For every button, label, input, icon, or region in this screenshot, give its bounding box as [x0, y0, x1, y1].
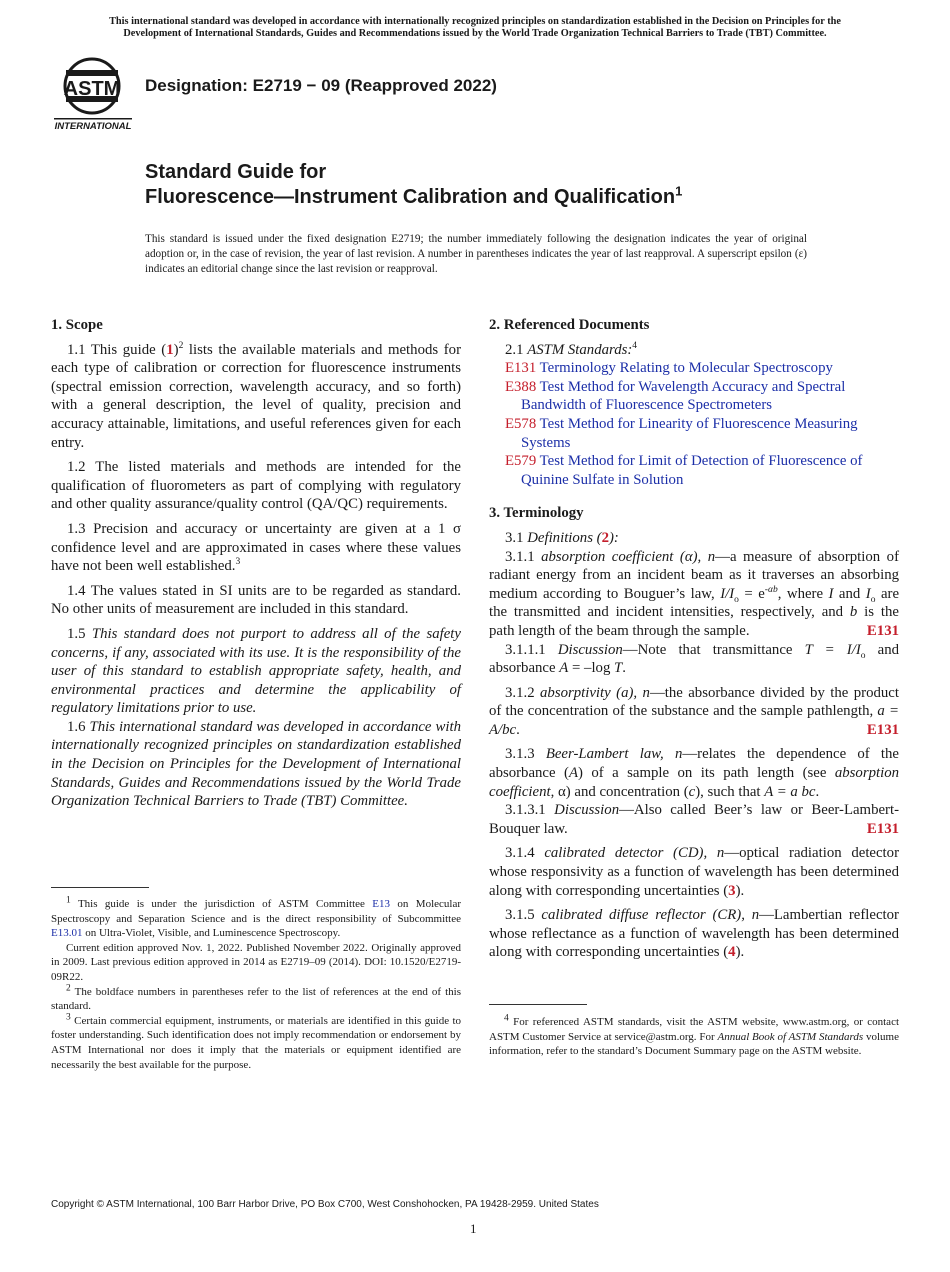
footnote-4: $^4$ For referenced ASTM standards, visit the ASTM website, www.astm.org, or contact ASTM Customer Service at service@astm.org. For Annual Book of ASTM Standards volume information, refer to the standard’s Document Summary page on the ASTM website.	[489, 1013, 900, 1058]
section-1-heading: 1. Scope	[51, 317, 103, 333]
issued-note: This standard is issued under the fixed designation E2719; the number immediately following the designation indicates the year of original adoption or, in the case of revision, the year of last revision. A number in parentheses indicates the year of last reapproval. A superscript epsilon (ε) indicates an editorial change since the last revision or reapproval.	[145, 233, 807, 276]
para-1-6: 1.6 This international standard was developed in accordance with internationally recognized principles on standardization established in the Decision on Principles for the Development of International Standards, Guides and Recommendations issued by the World Trade Organization Technical Barriers to Trade (TBT) Committee.	[51, 718, 461, 810]
para-1-5: 1.5 This standard does not purport to address all of the safety concerns, if any, associated with its use. It is the responsibility of the user of this standard to establish appropriate safety, health, and environmental practices and determine the applicability of regulatory limitations prior to use.	[51, 625, 461, 717]
left-footnotes	[51, 887, 461, 1072]
term-3-1-2: 3.1.2 absorptivity (a), n—the absorbance divided by the product of the concentration of the substance and the sample pathlength, a = A/bc. E131	[489, 684, 899, 738]
term-3-1-3-1: 3.1.3.1 Discussion—Also called Beer’s law or Beer-Lambert-Bouquer law. E131	[489, 802, 900, 837]
link-e13[interactable]: E13	[372, 898, 391, 910]
page-number: 1	[470, 1221, 477, 1236]
source-tag-e131[interactable]: E131	[866, 721, 899, 738]
source-tag-e131[interactable]: E131	[866, 622, 899, 639]
astm-logo-icon	[52, 56, 136, 134]
referenced-list	[489, 359, 899, 489]
term-3-1-4: 3.1.4 calibrated detector (CD), n—optical radiation detector whose responsivity as a function of wavelength has been determined along with corresponding uncertainties (3).	[489, 845, 899, 899]
ref-item-e131[interactable]: E131 Terminology Relating to Molecular Spectroscopy	[505, 360, 833, 377]
footnote-mark-3[interactable]: 3	[235, 557, 241, 568]
section-3-heading: 3. Terminology	[489, 505, 584, 522]
right-footnotes	[489, 1004, 899, 1059]
para-1-2: 1.2 The listed materials and methods are intended for the qualification of fluorometers as part of complying with regulatory and other quality assurance/quality control (QA/QC) requirements.	[51, 459, 461, 513]
footnote-mark-2[interactable]: 2	[178, 340, 184, 351]
link-e13-01[interactable]: E13.01	[51, 927, 83, 940]
astm-standards-label: 2.1 ASTM Standards:$^4$	[505, 340, 638, 358]
svg-text:ASTM: ASTM	[63, 78, 121, 100]
footnote-2: $^2$ The boldface numbers in parentheses refer to the list of references at the end of this standard.	[51, 982, 461, 1013]
top-banner	[40, 16, 910, 40]
left-column	[51, 316, 461, 817]
page-title	[145, 160, 682, 210]
term-3-1-3: 3.1.3 Beer-Lambert law, n—relates the dependence of the absorbance (A) of a sample on its path length (see absorption coefficient, α) and concentration (c), such that A = a bc.	[489, 746, 899, 800]
term-3-1-1-1: 3.1.1.1 Discussion—Note that transmittance $T = I/I_o$ and absorbance A = –log T.	[489, 641, 899, 677]
ref-item-e578[interactable]: E578 Test Method for Linearity of Fluorescence Measuring Systems	[505, 415, 858, 451]
astm-logo	[52, 56, 136, 134]
logo-text: INTERNATIONAL	[54, 121, 132, 132]
footnote-divider	[489, 1004, 587, 1005]
para-1-1: 1.1 This guide $(1)^2$ lists the available materials and methods for each type of calibration or correction for fluorescence instruments (spectral emission correction, wavelength accuracy, and so forth) with a general description, the level of quality, precision and accuracy attainable, limitations, and useful references given for each entry.	[51, 340, 462, 451]
footnote-3: $^3$ Certain commercial equipment, instruments, or materials are identified in this guide to foster understanding. Such identification does not imply recommendation or endorsement by ASTM International nor does it imply that the materials or equipment identified are necessarily the best available for the purpose.	[51, 1012, 462, 1071]
title-line-2: Fluorescence—Instrument Calibration and Qualification$^1$	[145, 183, 683, 208]
ref-link-1[interactable]: 1	[166, 341, 174, 358]
term-3-1-5: 3.1.5 calibrated diffuse reflector (CR), n—Lambertian reflector whose reflectance as a function of wavelength has been determined along with corresponding uncertainties (4).	[489, 907, 899, 961]
definitions-label: 3.1 Definitions (2):	[505, 529, 619, 546]
footnote-1: $^1$ This guide is under the jurisdiction of ASTM Committee E13 on Molecular Spectroscopy and Separation Science and is the direct responsibility of Subcommittee E13.01 on Ultra-Violet, Visible, and Luminescence Spectroscopy.	[51, 895, 461, 940]
ref-link-2[interactable]: 2	[601, 529, 609, 546]
para-1-3: 1.3 Precision and accuracy or uncertainty are given at a 1 σ confidence level and are approximated in cases where these values have not been well established.$^3$	[51, 520, 461, 575]
ref-link-3[interactable]: 3	[728, 882, 736, 899]
footnote-1-edition: Current edition approved Nov. 1, 2022. Published November 2022. Originally approved in 2009. Last previous edition approved in 2014 as E2719–09 (2014). DOI: 10.1520/E2719-09R22.	[51, 941, 461, 983]
ref-item-e388[interactable]: E388 Test Method for Wavelength Accuracy and Spectral Bandwidth of Fluorescence Spectrometers	[505, 378, 846, 414]
ref-link-4[interactable]: 4	[728, 944, 736, 961]
copyright-footer: Copyright © ASTM International, 100 Barr Harbor Drive, PO Box C700, West Conshohocken, PA 19428-2959. United States	[51, 1199, 599, 1210]
banner-line-2: Development of International Standards, Guides and Recommendations issued by the World Trade Organization Technical Barriers to Trade (TBT) Committee.	[123, 28, 827, 39]
term-3-1-1: 3.1.1 absorption coefficient (α), n—a measure of absorption of radiant energy from an incident beam as it traverses an absorbing medium according to Bouguer’s law, $I/I_o = e^{-\alpha b}$, where I and $I_o$ are the transmitted and incident intensities, respectively, and b is the path length of the beam through the sample. E131	[489, 548, 900, 639]
footnote-divider	[51, 887, 149, 888]
footnote-mark-4[interactable]: 4	[632, 340, 638, 351]
designation: Designation: E2719 − 09 (Reapproved 2022)	[145, 76, 497, 95]
ref-item-e579[interactable]: E579 Test Method for Limit of Detection of Fluorescence of Quinine Sulfate in Solution	[505, 453, 863, 488]
title-line-1: Standard Guide for	[145, 161, 327, 183]
right-column	[489, 316, 899, 968]
title-footnote-mark[interactable]: 1	[675, 183, 683, 199]
banner-line-1: This international standard was developed in accordance with internationally recognized principles on standardization established in the Decision on Principles for the	[109, 16, 841, 27]
para-1-4: 1.4 The values stated in SI units are to be regarded as standard. No other units of measurement are included in this standard.	[51, 582, 461, 618]
source-tag-e131[interactable]: E131	[866, 820, 899, 837]
section-2-heading: 2. Referenced Documents	[489, 317, 650, 333]
